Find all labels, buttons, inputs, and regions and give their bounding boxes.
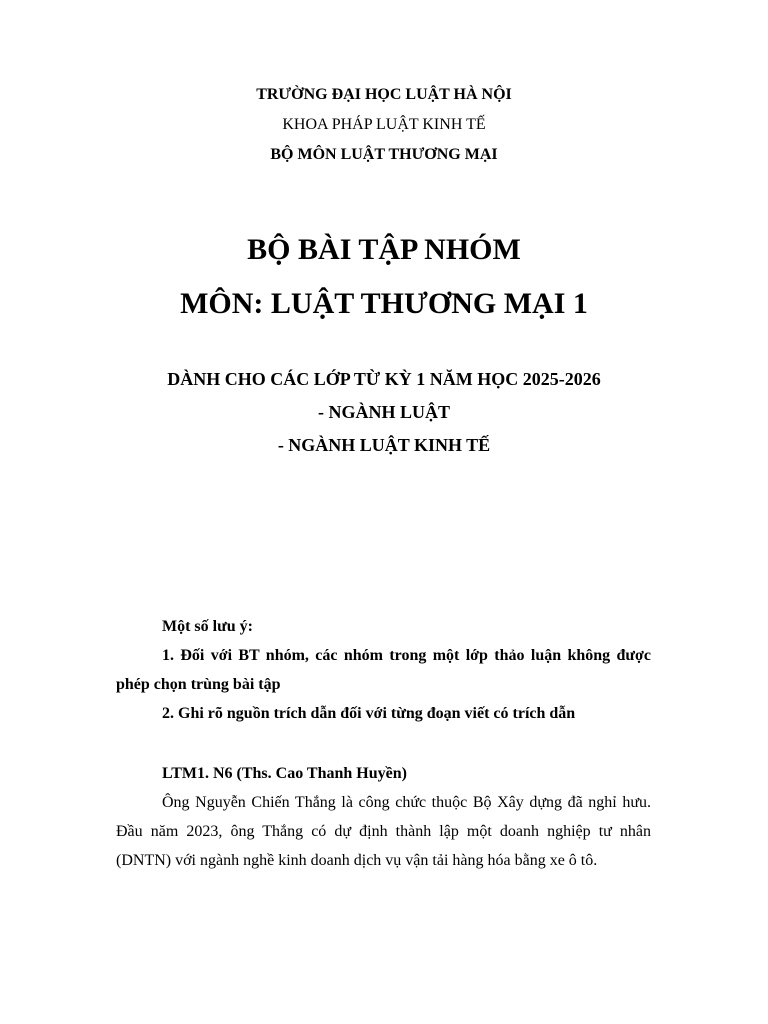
course-title: MÔN: LUẬT THƯƠNG MẠI 1 <box>180 287 588 320</box>
document-title: BỘ BÀI TẬP NHÓM <box>247 233 521 266</box>
exercise-body: Ông Nguyễn Chiến Thắng là công chức thuộc Bộ Xây dựng đã nghỉ hưu. Đầu năm 2023, ông Thắng có dự định thành lập một doanh nghiệp tư nhân (DNTN) với ngành nghề kinh doanh dịch vụ vận tải hàng hóa bằng xe ô tô. <box>116 794 651 869</box>
notes-heading: Một số lưu ý: <box>162 618 253 635</box>
exercise-heading: LTM1. N6 (Ths. Cao Thanh Huyền) <box>162 765 407 782</box>
department-name: BỘ MÔN LUẬT THƯƠNG MẠI <box>270 146 498 163</box>
faculty-name: KHOA PHÁP LUẬT KINH TẾ <box>282 116 486 133</box>
university-name: TRƯỜNG ĐẠI HỌC LUẬT HÀ NỘI <box>256 86 512 103</box>
audience-line: DÀNH CHO CÁC LỚP TỪ KỲ 1 NĂM HỌC 2025-2026 <box>167 369 601 389</box>
note-item-1: 1. Đối với BT nhóm, các nhóm trong một lớp thảo luận không được phép chọn trùng bài tập <box>116 647 651 693</box>
major-economic-law: - NGÀNH LUẬT KINH TẾ <box>277 435 491 455</box>
note-item-2: 2. Ghi rõ nguồn trích dẫn đối với từng đoạn viết có trích dẫn <box>162 705 576 722</box>
major-law: - NGÀNH LUẬT <box>317 402 450 422</box>
